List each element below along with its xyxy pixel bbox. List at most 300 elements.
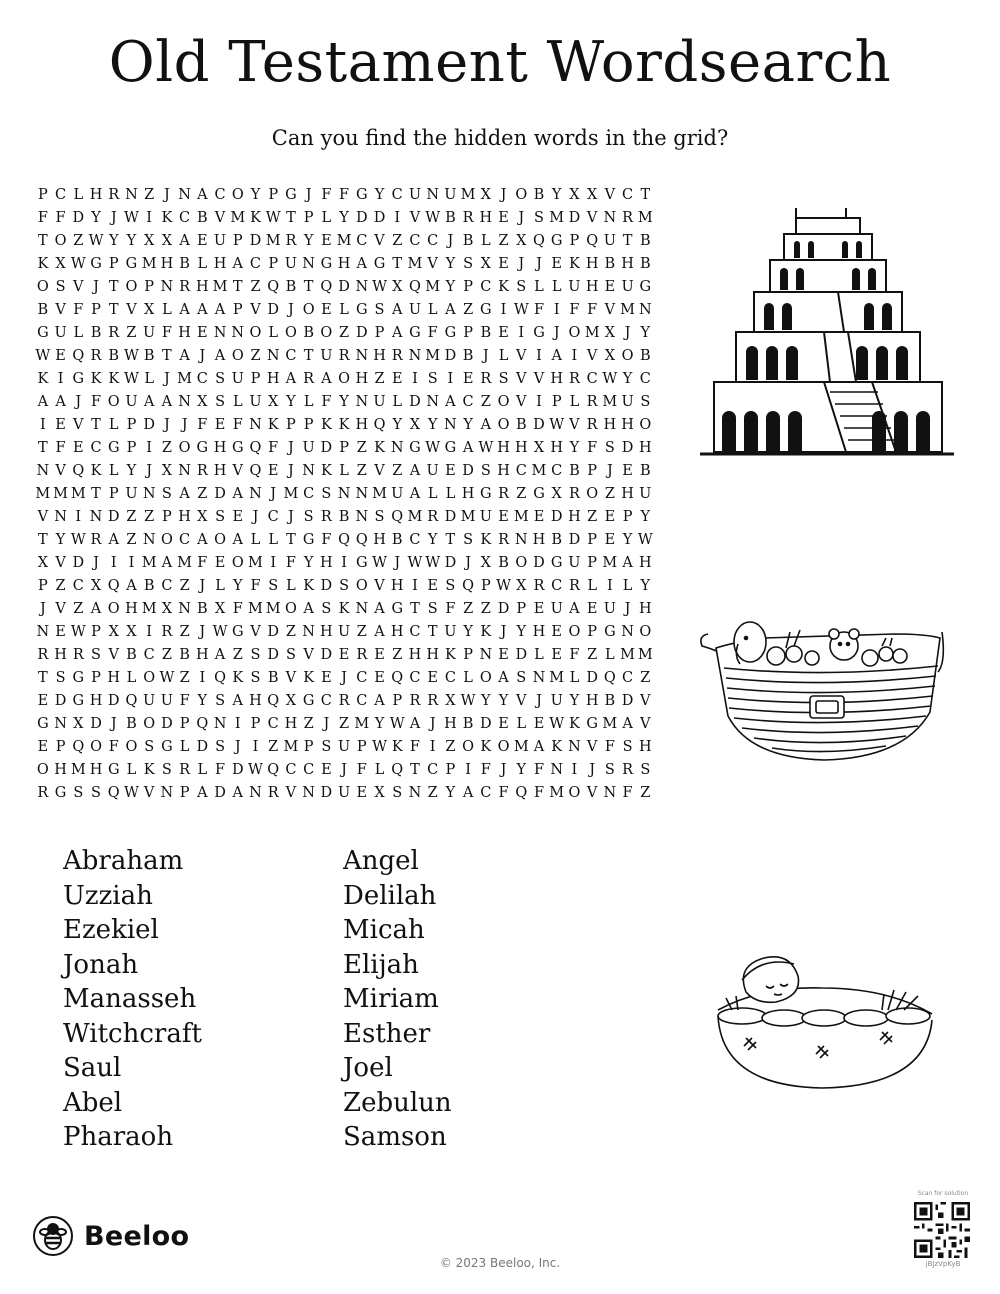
grid-cell: P xyxy=(551,394,562,410)
grid-cell: E xyxy=(586,601,598,617)
word-item: Elijah xyxy=(343,949,419,980)
grid-cell: R xyxy=(320,509,332,525)
grid-cell: H xyxy=(390,624,404,640)
grid-cell: T xyxy=(162,348,172,364)
grid-cell: W xyxy=(124,371,139,387)
word-item: Miriam xyxy=(343,984,439,1014)
grid-cell: D xyxy=(515,647,528,663)
grid-cell: V xyxy=(586,785,598,801)
grid-cell: Y xyxy=(91,210,101,226)
grid-cell: X xyxy=(285,693,297,709)
grid-cell: A xyxy=(569,601,580,617)
grid-cell: E xyxy=(197,325,208,341)
grid-cell: M xyxy=(283,486,299,502)
grid-cell: J xyxy=(199,348,206,364)
grid-cell: O xyxy=(231,187,244,203)
grid-cell: E xyxy=(604,532,616,548)
grid-cell: N xyxy=(178,187,191,203)
grid-cell: F xyxy=(250,578,261,594)
grid-cell: D xyxy=(267,302,280,318)
grid-cell: I xyxy=(199,670,206,686)
grid-cell: E xyxy=(427,578,438,594)
word-item: Pharaoh xyxy=(63,1122,174,1152)
grid-cell: X xyxy=(445,693,456,709)
grid-cell: K xyxy=(391,739,403,755)
grid-cell: C xyxy=(480,279,492,295)
grid-cell: R xyxy=(462,210,474,226)
grid-cell: P xyxy=(587,624,598,640)
grid-cell: Q xyxy=(267,279,280,295)
grid-cell: S xyxy=(640,394,651,410)
grid-cell: O xyxy=(515,187,528,203)
grid-cell: C xyxy=(72,578,84,594)
grid-cell: C xyxy=(427,762,439,778)
grid-cell: G xyxy=(480,302,492,318)
grid-cell: E xyxy=(533,509,545,525)
grid-cell: A xyxy=(143,394,155,410)
grid-cell: Y xyxy=(445,256,456,272)
grid-cell: B xyxy=(267,670,279,686)
grid-cell: O xyxy=(302,302,315,318)
grid-cell: Y xyxy=(569,440,580,456)
grid-cell: V xyxy=(516,371,527,387)
grid-cell: H xyxy=(54,647,67,663)
grid-cell: Y xyxy=(303,555,314,571)
grid-cell: L xyxy=(587,578,597,594)
grid-cell: F xyxy=(179,693,190,709)
grid-cell: Y xyxy=(498,693,509,709)
grid-cell: P xyxy=(108,256,119,272)
grid-cell: X xyxy=(392,279,403,295)
grid-cell: Z xyxy=(427,785,438,801)
grid-cell: X xyxy=(569,187,580,203)
grid-cell: N xyxy=(355,348,369,364)
tower-of-babel-illustration xyxy=(696,206,958,460)
grid-cell: S xyxy=(321,601,332,617)
grid-row xyxy=(34,483,654,506)
word-item: Witchcraft xyxy=(63,1018,202,1049)
grid-cell: A xyxy=(197,187,208,203)
grid-cell: I xyxy=(412,578,418,594)
grid-cell: I xyxy=(57,371,64,387)
grid-cell: F xyxy=(339,187,350,203)
grid-cell: F xyxy=(55,210,66,226)
grid-cell: N xyxy=(514,532,528,548)
grid-cell: Q xyxy=(391,509,404,525)
grid-cell: V xyxy=(374,463,385,479)
grid-cell: V xyxy=(640,716,651,732)
grid-cell: N xyxy=(160,279,174,295)
grid-cell: P xyxy=(303,739,314,755)
grid-cell: U xyxy=(408,187,422,203)
letter-grid xyxy=(34,184,654,805)
grid-cell: H xyxy=(373,532,386,548)
grid-cell: W xyxy=(496,578,511,594)
grid-cell: E xyxy=(73,440,84,456)
grid-cell: O xyxy=(497,394,510,410)
grid-cell: W xyxy=(70,256,86,272)
grid-cell: P xyxy=(179,785,190,801)
grid-cell: P xyxy=(126,440,137,456)
grid-cell: S xyxy=(303,509,314,525)
grid-cell: X xyxy=(90,578,102,594)
grid-cell: S xyxy=(516,279,527,295)
grid-cell: U xyxy=(337,624,351,640)
grid-cell: C xyxy=(409,233,421,249)
grid-cell: O xyxy=(160,532,173,548)
grid-cell: E xyxy=(551,624,562,640)
grid-cell: B xyxy=(639,233,651,249)
grid-cell: A xyxy=(356,256,368,272)
grid-cell: Y xyxy=(374,716,385,732)
grid-cell: B xyxy=(197,601,208,617)
grid-cell: V xyxy=(569,417,580,433)
grid-cell: Z xyxy=(179,624,190,640)
grid-cell: M xyxy=(212,279,228,295)
grid-cell: C xyxy=(356,670,368,686)
grid-cell: S xyxy=(604,440,615,456)
grid-cell: H xyxy=(178,325,191,341)
grid-cell: W xyxy=(88,233,104,249)
grid-cell: A xyxy=(409,486,421,502)
grid-cell: D xyxy=(409,394,421,410)
grid-cell: H xyxy=(408,647,422,663)
grid-cell: W xyxy=(70,532,86,548)
grid-cell: H xyxy=(213,256,227,272)
grid-cell: Y xyxy=(551,187,562,203)
grid-cell: S xyxy=(339,578,350,594)
grid-cell: P xyxy=(356,739,367,755)
grid-cell: H xyxy=(107,670,121,686)
grid-cell: S xyxy=(374,302,385,318)
grid-cell: L xyxy=(144,371,154,387)
grid-cell: H xyxy=(178,509,191,525)
grid-cell: U xyxy=(568,279,581,295)
grid-cell: E xyxy=(391,371,403,387)
grid-cell: X xyxy=(409,417,421,433)
grid-cell: V xyxy=(143,785,155,801)
grid-cell: F xyxy=(569,647,580,663)
grid-cell: H xyxy=(621,486,634,502)
grid-cell: F xyxy=(569,302,580,318)
grid-cell: B xyxy=(303,325,314,341)
word-item: Ezekiel xyxy=(63,915,159,945)
grid-cell: N xyxy=(178,394,191,410)
grid-cell: C xyxy=(196,371,208,387)
grid-cell: D xyxy=(568,532,581,548)
grid-cell: W xyxy=(248,762,263,778)
grid-cell: V xyxy=(374,233,385,249)
grid-cell: C xyxy=(444,670,456,686)
grid-cell: E xyxy=(338,647,350,663)
grid-cell: E xyxy=(498,210,509,226)
grid-cell: R xyxy=(498,486,509,502)
grid-cell: V xyxy=(285,670,297,686)
grid-cell: L xyxy=(197,762,208,778)
grid-cell: U xyxy=(603,601,616,617)
grid-cell: C xyxy=(285,348,297,364)
grid-cell: F xyxy=(533,762,545,778)
word-list-column-2 xyxy=(343,844,603,1155)
grid-cell: C xyxy=(622,187,634,203)
grid-cell: L xyxy=(427,302,438,318)
grid-cell: N xyxy=(408,348,422,364)
grid-cell: S xyxy=(498,371,509,387)
grid-cell: Y xyxy=(427,417,438,433)
grid-cell: N xyxy=(302,624,315,640)
grid-cell: P xyxy=(108,486,119,502)
grid-cell: G xyxy=(107,762,120,778)
grid-cell: W xyxy=(460,693,476,709)
qr-code-icon[interactable] xyxy=(914,1202,970,1258)
grid-cell: D xyxy=(214,486,226,502)
grid-cell: W xyxy=(549,417,565,433)
grid-cell: X xyxy=(374,785,385,801)
word-item: Uzziah xyxy=(63,880,153,911)
grid-cell: M xyxy=(354,716,370,732)
grid-cell: C xyxy=(639,371,651,387)
grid-cell: T xyxy=(640,187,651,203)
grid-cell: D xyxy=(231,762,244,778)
grid-cell: Y xyxy=(126,463,137,479)
grid-cell: F xyxy=(427,325,438,341)
grid-cell: G xyxy=(533,325,545,341)
grid-cell: B xyxy=(179,647,190,663)
grid-cell: Y xyxy=(463,417,473,433)
grid-cell: C xyxy=(179,532,191,548)
grid-cell: Z xyxy=(480,394,491,410)
grid-cell: A xyxy=(232,693,243,709)
grid-cell: N xyxy=(125,187,138,203)
grid-cell: A xyxy=(197,532,208,548)
grid-cell: R xyxy=(179,279,191,295)
grid-cell: P xyxy=(37,187,48,203)
grid-cell: R xyxy=(568,371,580,387)
grid-cell: A xyxy=(374,693,385,709)
grid-cell: I xyxy=(146,440,153,456)
grid-cell: K xyxy=(37,371,49,387)
brand-name: Beeloo xyxy=(84,1220,190,1252)
grid-cell: J xyxy=(199,578,206,594)
grid-cell: A xyxy=(445,302,456,318)
grid-cell: T xyxy=(91,417,101,433)
grid-cell: M xyxy=(283,739,299,755)
grid-cell: X xyxy=(516,578,527,594)
grid-cell: L xyxy=(569,670,580,686)
grid-row xyxy=(34,391,654,414)
grid-cell: J xyxy=(500,762,507,778)
grid-cell: H xyxy=(213,463,227,479)
word-item: Esther xyxy=(343,1018,431,1049)
grid-cell: Q xyxy=(586,233,599,249)
grid-cell: W xyxy=(513,302,529,318)
grid-cell: X xyxy=(551,486,562,502)
grid-cell: V xyxy=(108,647,119,663)
grid-cell: P xyxy=(480,578,491,594)
grid-cell: C xyxy=(267,509,279,525)
grid-cell: M xyxy=(425,348,441,364)
grid-cell: H xyxy=(532,624,546,640)
grid-cell: P xyxy=(91,624,101,640)
grid-cell: L xyxy=(268,325,279,341)
grid-row xyxy=(34,230,654,253)
grid-cell: J xyxy=(500,624,507,640)
grid-cell: A xyxy=(285,371,297,387)
grid-cell: J xyxy=(429,716,436,732)
grid-cell: T xyxy=(286,210,296,226)
grid-cell: Q xyxy=(603,670,616,686)
grid-cell: E xyxy=(37,693,49,709)
grid-cell: Q xyxy=(267,762,280,778)
grid-cell: H xyxy=(550,440,564,456)
grid-cell: O xyxy=(568,624,581,640)
grid-cell: G xyxy=(550,233,563,249)
grid-cell: G xyxy=(356,302,368,318)
grid-cell: P xyxy=(463,279,473,295)
grid-cell: G xyxy=(37,325,49,341)
grid-cell: H xyxy=(638,555,652,571)
grid-cell: G xyxy=(320,256,333,272)
grid-cell: G xyxy=(302,532,315,548)
word-item: Manasseh xyxy=(63,984,197,1014)
grid-cell: K xyxy=(569,716,580,732)
grid-cell: V xyxy=(604,187,616,203)
grid-cell: M xyxy=(549,210,565,226)
grid-cell: W xyxy=(70,624,86,640)
grid-cell: S xyxy=(215,693,226,709)
grid-cell: P xyxy=(250,371,261,387)
grid-cell: U xyxy=(249,394,262,410)
grid-cell: T xyxy=(38,532,48,548)
grid-cell: Y xyxy=(640,578,651,594)
grid-cell: O xyxy=(586,486,599,502)
grid-cell: O xyxy=(462,739,475,755)
grid-cell: H xyxy=(89,693,103,709)
grid-cell: I xyxy=(412,371,418,387)
grid-cell: H xyxy=(638,440,652,456)
grid-cell: Z xyxy=(392,233,403,249)
grid-cell: U xyxy=(284,256,298,272)
grid-cell: I xyxy=(270,555,277,571)
grid-cell: U xyxy=(639,486,652,502)
grid-cell: X xyxy=(604,348,616,364)
grid-cell: L xyxy=(286,578,296,594)
grid-row xyxy=(34,506,654,529)
grid-cell: C xyxy=(161,578,173,594)
grid-cell: S xyxy=(445,578,456,594)
grid-cell: A xyxy=(391,325,403,341)
grid-cell: V xyxy=(604,302,616,318)
grid-cell: W xyxy=(389,716,405,732)
grid-cell: Z xyxy=(250,279,261,295)
copyright: © 2023 Beeloo, Inc. xyxy=(439,1256,561,1270)
grid-cell: N xyxy=(638,302,652,318)
grid-cell: Y xyxy=(286,394,296,410)
grid-cell: W xyxy=(407,555,423,571)
grid-cell: K xyxy=(444,647,456,663)
grid-cell: C xyxy=(55,187,67,203)
grid-cell: S xyxy=(55,670,66,686)
grid-cell: F xyxy=(604,739,615,755)
grid-row xyxy=(34,322,654,345)
grid-cell: J xyxy=(624,325,631,341)
grid-cell: C xyxy=(267,716,279,732)
grid-cell: R xyxy=(586,417,598,433)
grid-cell: L xyxy=(268,532,279,548)
grid-cell: A xyxy=(462,785,474,801)
grid-cell: V xyxy=(55,463,66,479)
grid-cell: I xyxy=(571,762,578,778)
grid-cell: B xyxy=(462,233,474,249)
grid-cell: M xyxy=(35,486,51,502)
grid-cell: E xyxy=(55,624,66,640)
grid-cell: Z xyxy=(268,739,279,755)
grid-cell: Z xyxy=(285,624,296,640)
grid-cell: S xyxy=(91,647,101,663)
grid-cell: A xyxy=(197,302,208,318)
grid-cell: B xyxy=(445,210,456,226)
grid-cell: H xyxy=(638,601,652,617)
grid-cell: Z xyxy=(126,325,137,341)
grid-cell: A xyxy=(232,532,243,548)
grid-cell: E xyxy=(427,670,438,686)
grid-cell: Z xyxy=(126,509,137,525)
grid-cell: O xyxy=(284,325,297,341)
grid-cell: G xyxy=(586,716,598,732)
grid-cell: N xyxy=(426,187,440,203)
grid-cell: W xyxy=(478,440,494,456)
grid-cell: D xyxy=(72,210,85,226)
grid-cell: Z xyxy=(356,624,367,640)
grid-cell: U xyxy=(143,693,156,709)
grid-cell: A xyxy=(622,555,633,571)
grid-cell: N xyxy=(568,739,581,755)
grid-cell: D xyxy=(355,210,368,226)
grid-cell: Z xyxy=(498,233,509,249)
grid-cell: U xyxy=(54,325,67,341)
grid-cell: J xyxy=(500,187,507,203)
grid-cell: P xyxy=(303,210,314,226)
grid-cell: G xyxy=(356,555,368,571)
grid-cell: H xyxy=(550,371,564,387)
grid-cell: P xyxy=(516,601,527,617)
grid-cell: F xyxy=(498,785,509,801)
grid-cell: N xyxy=(302,256,315,272)
grid-cell: Y xyxy=(463,624,473,640)
grid-cell: M xyxy=(53,486,68,502)
grid-cell: D xyxy=(143,417,155,433)
grid-cell: M xyxy=(637,647,653,663)
grid-row xyxy=(34,713,654,736)
grid-cell: D xyxy=(90,716,102,732)
grid-cell: Q xyxy=(72,348,85,364)
grid-cell: H xyxy=(249,693,262,709)
grid-cell: R xyxy=(498,532,509,548)
grid-cell: U xyxy=(603,233,616,249)
grid-cell: I xyxy=(252,739,259,755)
grid-cell: V xyxy=(516,693,527,709)
grid-cell: T xyxy=(445,532,456,548)
grid-cell: D xyxy=(621,440,634,456)
grid-cell: L xyxy=(108,463,119,479)
grid-cell: L xyxy=(179,739,190,755)
grid-cell: J xyxy=(606,463,613,479)
grid-cell: T xyxy=(232,279,243,295)
grid-cell: D xyxy=(586,670,598,686)
grid-cell: X xyxy=(126,624,137,640)
grid-cell: Z xyxy=(374,371,385,387)
grid-cell: N xyxy=(337,486,351,502)
